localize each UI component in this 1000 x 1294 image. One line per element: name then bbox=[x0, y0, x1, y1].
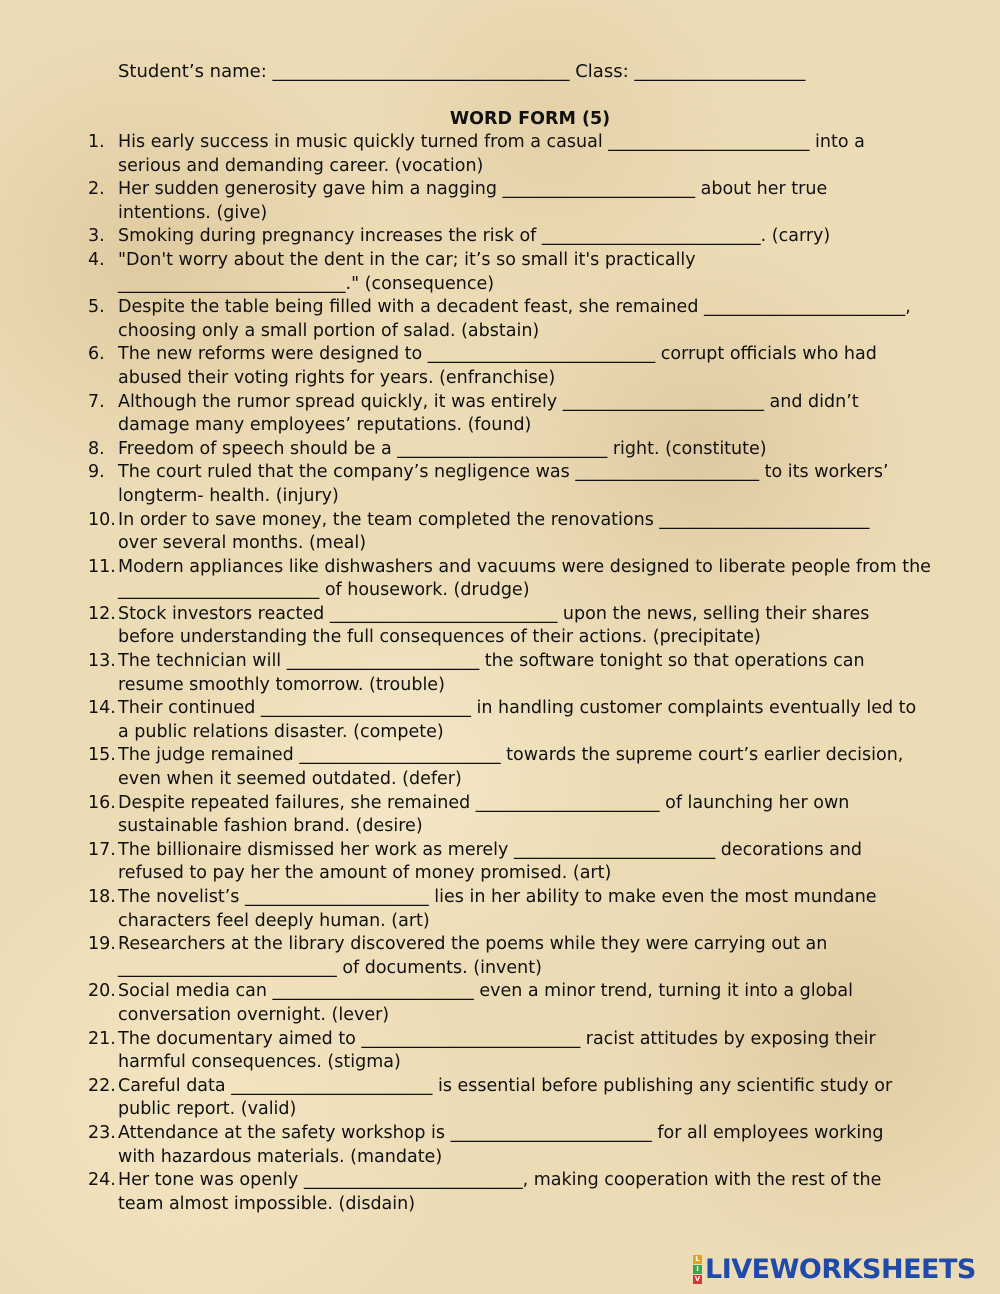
logo-block-i: I bbox=[693, 1265, 702, 1274]
question-item bbox=[0, 1169, 960, 1216]
question-text: Stock investors reacted __________________________ upon the news, selling their shares before understanding the full consequences of their actions. (precipitate) bbox=[118, 603, 870, 648]
question-text: The billionaire dismissed her work as merely _______________________ decorations and refused to pay her the amount of money promised. (art) bbox=[118, 839, 863, 884]
question-item bbox=[0, 1122, 960, 1169]
question-text: The technician will ______________________ the software tonight so that operations can resume smoothly tomorrow. (trouble) bbox=[118, 651, 865, 695]
question-text: Social media can _______________________ even a minor trend, turning it into a global conversation overnight. (lever) bbox=[118, 981, 853, 1025]
question-item bbox=[0, 933, 960, 980]
question-item bbox=[0, 886, 960, 933]
question-text: Their continued ________________________ in handling customer complaints eventually led to a public relations disaster. (compete) bbox=[118, 698, 917, 742]
question-item bbox=[0, 131, 960, 178]
question-item bbox=[0, 980, 960, 1027]
question-number: 5. bbox=[88, 297, 105, 318]
question-item bbox=[0, 792, 960, 839]
question-number: 3. bbox=[88, 226, 105, 247]
question-text: Careful data _______________________ is essential before publishing any scientific study or public report. (valid) bbox=[118, 1075, 893, 1120]
question-item bbox=[0, 744, 960, 791]
question-number: 4. bbox=[88, 249, 105, 270]
question-item bbox=[0, 391, 960, 438]
question-number: 10. bbox=[88, 509, 116, 530]
logo-block-l: L bbox=[693, 1255, 702, 1264]
question-item bbox=[0, 178, 960, 225]
question-text: Freedom of speech should be a ________________________ right. (constitute) bbox=[118, 438, 767, 459]
question-text: The judge remained _______________________ towards the supreme court’s earlier decision, even when it seemed outdated. (defer) bbox=[118, 745, 904, 790]
question-text: His early success in music quickly turned from a casual _______________________ into a serious and demanding career. (vocation) bbox=[118, 132, 865, 176]
question-number: 21. bbox=[88, 1028, 116, 1049]
question-item bbox=[0, 556, 960, 603]
question-number: 11. bbox=[88, 556, 116, 577]
question-item bbox=[0, 438, 960, 462]
question-item bbox=[0, 697, 960, 744]
logo-text: LIVEWORKSHEETS bbox=[705, 1253, 976, 1285]
question-number: 8. bbox=[88, 438, 105, 459]
question-number: 6. bbox=[88, 344, 105, 365]
question-number: 12. bbox=[88, 603, 116, 624]
question-number: 13. bbox=[88, 651, 116, 672]
question-text: The court ruled that the company’s negligence was _____________________ to its workers’ longterm- health. (injury) bbox=[118, 462, 889, 506]
question-number: 14. bbox=[88, 698, 116, 719]
logo-blocks-icon bbox=[693, 1255, 702, 1284]
question-text: Her tone was openly _________________________, making cooperation with the rest of the team almost impossible. (disdain) bbox=[118, 1170, 882, 1214]
question-item bbox=[0, 296, 960, 343]
question-item bbox=[0, 1028, 960, 1075]
question-text: Her sudden generosity gave him a nagging ______________________ about her true intentions. (give) bbox=[118, 179, 828, 223]
worksheet-title: WORD FORM (5) bbox=[449, 109, 611, 129]
question-text: The documentary aimed to _________________________ racist attitudes by exposing their harmful consequences. (stigma) bbox=[118, 1028, 876, 1073]
question-text: The novelist’s _____________________ lies in her ability to make even the most mundane characters feel deeply human. (art) bbox=[118, 887, 877, 931]
question-number: 1. bbox=[88, 132, 105, 152]
question-number: 20. bbox=[88, 981, 116, 1002]
question-item bbox=[0, 650, 960, 697]
question-item bbox=[0, 1075, 960, 1122]
question-number: 15. bbox=[88, 745, 116, 766]
liveworksheets-logo[interactable] bbox=[693, 1252, 976, 1286]
question-text: Although the rumor spread quickly, it was entirely _______________________ and didn’t damage many employees’ reputations. (found) bbox=[118, 391, 859, 436]
question-text: "Don't worry about the dent in the car; it’s so small it's practically __________________________." (consequence) bbox=[118, 249, 696, 294]
question-text: Modern appliances like dishwashers and vacuums were designed to liberate people from the _______________________ of housework. (drudge) bbox=[118, 556, 931, 601]
question-item bbox=[0, 839, 960, 886]
question-item bbox=[0, 461, 960, 508]
question-text: Despite repeated failures, she remained _____________________ of launching her own sustainable fashion brand. (desire) bbox=[118, 792, 850, 837]
question-item bbox=[0, 603, 960, 650]
question-number: 9. bbox=[88, 462, 105, 483]
question-item bbox=[0, 343, 960, 390]
question-number: 22. bbox=[88, 1075, 116, 1096]
question-number: 16. bbox=[88, 792, 116, 813]
question-text: Despite the table being filled with a decadent feast, she remained _______________________, choosing only a small portion of salad. (abstain) bbox=[118, 297, 911, 341]
question-text: Attendance at the safety workshop is _______________________ for all employees working with hazardous materials. (mandate) bbox=[118, 1122, 884, 1167]
question-text: The new reforms were designed to __________________________ corrupt officials who had abused their voting rights for years. (enfranchise) bbox=[118, 344, 877, 388]
question-number: 24. bbox=[88, 1170, 116, 1191]
question-list bbox=[0, 131, 960, 1216]
question-item bbox=[0, 225, 960, 249]
question-item bbox=[0, 509, 960, 556]
question-number: 17. bbox=[88, 839, 116, 860]
question-text: Researchers at the library discovered the poems while they were carrying out an _________________________ of documents. (invent) bbox=[118, 934, 828, 978]
question-number: 23. bbox=[88, 1122, 116, 1143]
question-text: In order to save money, the team completed the renovations ________________________ over several months. (meal) bbox=[118, 509, 870, 554]
question-text: Smoking during pregnancy increases the risk of _________________________. (carry) bbox=[118, 226, 831, 247]
question-number: 19. bbox=[88, 934, 116, 955]
question-number: 2. bbox=[88, 179, 105, 200]
student-name-class-line: Student’s name: _________________________________ Class: ___________________ bbox=[118, 61, 806, 82]
question-item bbox=[0, 249, 960, 296]
question-number: 7. bbox=[88, 391, 105, 412]
logo-block-v: V bbox=[694, 1274, 701, 1283]
question-number: 18. bbox=[88, 887, 116, 907]
